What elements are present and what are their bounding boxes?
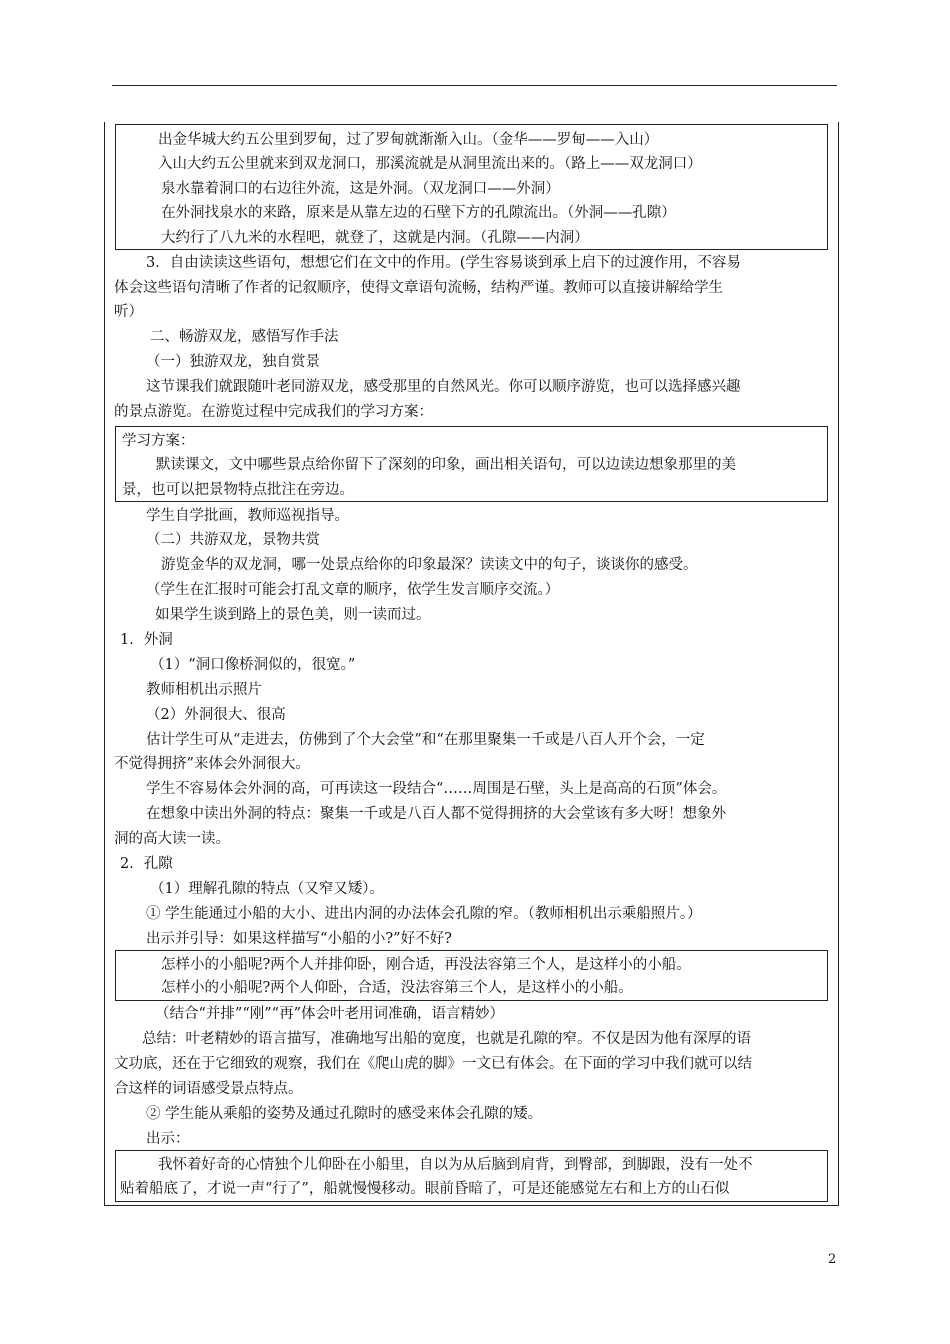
paragraph-line: （2）外洞很大、很高 (146, 707, 286, 723)
page-number: 2 (828, 1252, 837, 1267)
paragraph-line: 3．自由读读这些语句，想想它们在文中的作用。(学生容易谈到承上启下的过渡作用，不容易 (146, 255, 741, 271)
comparison-line: 怎样小的小船呢?两个人仰卧，合适，没法容第三个人，是这样小的小船。 (161, 980, 633, 996)
paragraph-line: （1）“洞口像桥洞似的，很宽。” (150, 657, 356, 673)
study-plan-title: 学习方案： (122, 433, 195, 449)
comparison-line: 怎样小的小船呢?两个人并排仰卧，刚合适，再没法容第三个人，是这样小的小船。 (161, 957, 691, 973)
paragraph-line: 游览金华的双龙洞，哪一处景点给你的印象最深？读读文中的句子，谈谈你的感受。 (161, 557, 698, 573)
paragraph-line: 这节课我们就跟随叶老同游双龙，感受那里的自然风光。你可以顺序游览，也可以选择感兴趣 (146, 379, 741, 395)
paragraph-line: 估计学生可从“走进去，仿佛到了个大会堂”和“在那里聚集一千或是八百人开个会，一定 (146, 732, 705, 748)
paragraph-line: 的景点游览。在游览过程中完成我们的学习方案： (114, 404, 433, 420)
paragraph-line: ① 学生能通过小船的大小、进出内洞的办法体会孔隙的窄。（教师相机出示乘船照片。） (146, 906, 702, 922)
paragraph-line: （1）理解孔隙的特点（又窄又矮）。 (150, 881, 384, 897)
paragraph-line: 文功底，还在于它细致的观察，我们在《爬山虎的脚》一文已有体会。在下面的学习中我们就可以结 (114, 1056, 752, 1072)
paragraph-line: 不觉得拥挤”来体会外洞很大。 (114, 756, 310, 772)
paragraph-line: 在想象中读出外洞的特点：聚集一千或是八百人都不觉得拥挤的大会堂该有多大呀！想象外 (146, 806, 726, 822)
paragraph-line: （结合“并排”“刚”“再”体会叶老用词准确，语言精妙） (155, 1006, 504, 1022)
box1-line: 入山大约五公里就来到双龙洞口，那溪流就是从洞里流出来的。（路上——双龙洞口） (158, 156, 702, 172)
numbered-heading: 2．孔隙 (120, 856, 173, 872)
study-plan-line: 默读课文，文中哪些景点给你留下了深刻的印象，画出相关语句，可以边读边想象那里的美 (156, 457, 736, 473)
paragraph-line: 体会这些语句清晰了作者的记叙顺序，使得文章语句流畅，结构严谨。教师可以直接讲解给学生 (114, 280, 723, 296)
box1-line: 大约行了八九米的水程吧，就登了，这就是内洞。（孔隙——内洞） (161, 230, 589, 246)
paragraph-line: 教师相机出示照片 (146, 682, 262, 698)
header-rule (112, 85, 837, 86)
paragraph-line: 合这样的词语感受景点特点。 (114, 1081, 303, 1097)
paragraph-line: （学生在汇报时可能会打乱文章的顺序，依学生发言顺序交流。） (146, 582, 560, 598)
study-plan-line: 景，也可以把景物特点批注在旁边。 (122, 482, 354, 498)
numbered-heading: 1．外洞 (120, 632, 173, 648)
paragraph-line: 出示： (146, 1131, 190, 1147)
paragraph-line: 听） (114, 304, 143, 320)
paragraph-line: 如果学生谈到路上的景色美，则一读而过。 (155, 607, 431, 623)
quote-line: 贴着船底了，才说一声“行了”，船就慢慢移动。眼前昏暗了，可是还能感觉左右和上方的山石似 (120, 1181, 730, 1197)
paragraph-line: 学生自学批画，教师巡视指导。 (146, 508, 349, 524)
box1-line: 泉水靠着洞口的右边往外流，这是外洞。（双龙洞口——外洞） (161, 181, 560, 197)
paragraph-line: 洞的高大读一读。 (114, 831, 230, 847)
paragraph-line: 出示并引导：如果这样描写“小船的小?”好不好? (146, 931, 452, 947)
box1-line: 在外洞找泉水的来路，原来是从靠左边的石壁下方的孔隙流出。（外洞——孔隙） (161, 205, 676, 221)
box1-line: 出金华城大约五公里到罗甸，过了罗甸就渐渐入山。（金华——罗甸——入山） (158, 132, 659, 148)
subsection-heading: （一）独游双龙，独自赏景 (146, 354, 320, 370)
paragraph-line: 学生不容易体会外洞的高，可再读这一段结合“……周围是石壁，头上是高高的石顶”体会。 (146, 781, 727, 797)
section-heading: 二、畅游双龙，感悟写作手法 (150, 329, 339, 345)
paragraph-line: ② 学生能从乘船的姿势及通过孔隙时的感受来体会孔隙的矮。 (146, 1106, 543, 1122)
quote-line: 我怀着好奇的心情独个儿仰卧在小船里，自以为从后脑到肩背，到臀部，到脚跟，没有一处不 (158, 1157, 753, 1173)
subsection-heading: （二）共游双龙，景物共赏 (146, 532, 320, 548)
paragraph-line: 总结：叶老精妙的语言描写，准确地写出船的宽度，也就是孔隙的窄。不仅是因为他有深厚的语 (142, 1031, 751, 1047)
